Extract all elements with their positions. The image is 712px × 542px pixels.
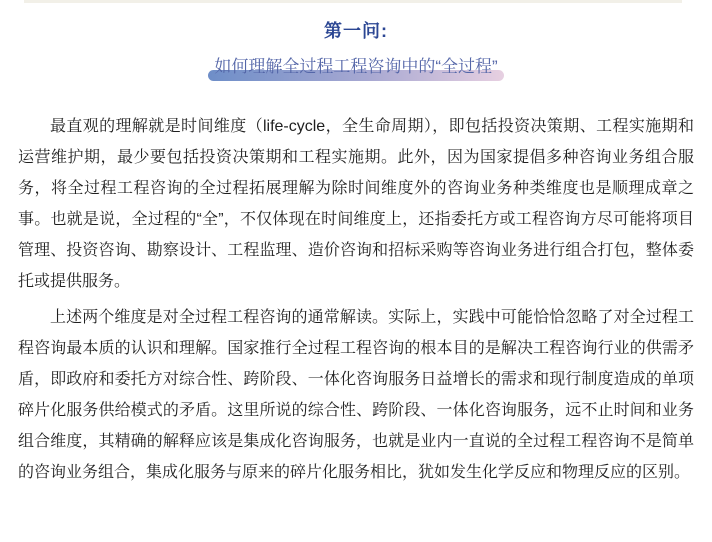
page-title: 第一问: bbox=[324, 21, 388, 41]
paragraph-1: 最直观的理解就是时间维度（life-cycle，全生命周期），即包括投资决策期、工程实施期和运营维护期，最少要包括投资决策期和工程实施期。此外，因为国家提倡多种咨询业务组合服务，将全过程工程咨询的全过程拓展理解为除时间维度外的咨询业务种类维度也是顺理成章之事。也就是说，全过程的“全”，不仅体现在时间维度上，还指委托方或工程咨询方尽可能将项目管理、投资咨询、勘察设计、工程监理、造价咨询和招标采购等咨询业务进行组合打包，整体委托或提供服务。 bbox=[18, 118, 694, 290]
article-body bbox=[0, 111, 712, 488]
subtitle-row bbox=[0, 56, 712, 79]
top-divider bbox=[24, 0, 682, 3]
subtitle-text: 如何理解全过程工程咨询中的“全过程” bbox=[214, 57, 498, 76]
paragraph-2: 上述两个维度是对全过程工程咨询的通常解读。实际上，实践中可能恰恰忽略了对全过程工程咨询最本质的认识和理解。国家推行全过程工程咨询的根本目的是解决工程咨询行业的供需矛盾，即政府和委托方对综合性、跨阶段、一体化咨询服务日益增长的需求和现行制度造成的单项碎片化服务供给模式的矛盾。这里所说的综合性、跨阶段、一体化咨询服务，远不止时间和业务组合维度，其精确的解释应该是集成化咨询服务，也就是业内一直说的全过程工程咨询不是简单的咨询业务组合，集成化服务与原来的碎片化服务相比，犹如发生化学反应和物理反应的区别。 bbox=[18, 309, 694, 481]
subtitle-heading bbox=[214, 56, 497, 78]
